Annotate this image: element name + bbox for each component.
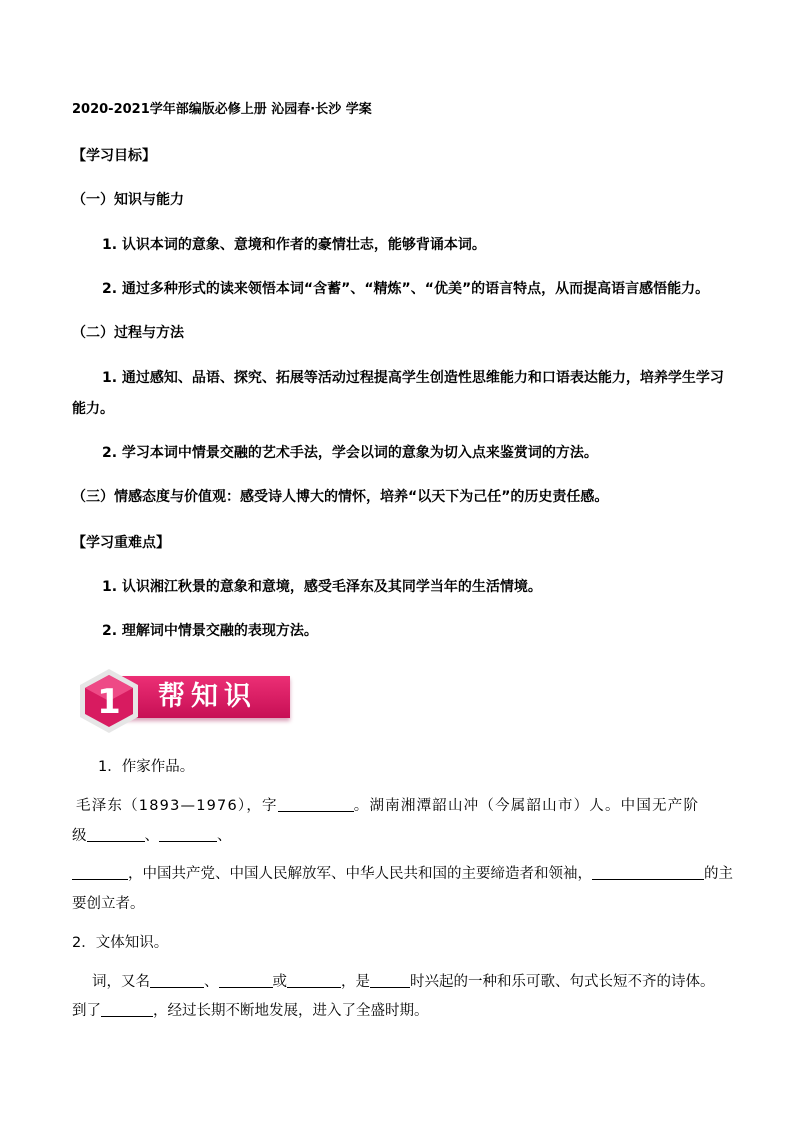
q1-text-e: 、 [217,828,232,844]
blank-field[interactable] [592,865,704,880]
q2-text-g: ，经过长期不断地发展，进入了全盛时期。 [153,1003,429,1019]
section-emotion-values: （三）情感态度与价值观：感受诗人博大的情怀，培养“以天下为己任”的历史责任感。 [72,489,609,505]
hexagon-badge-icon [76,668,142,734]
blank-field[interactable] [159,827,217,842]
keypoints-heading: 【学习重难点】 [72,535,170,551]
section-banner [76,668,292,732]
q2-text-a: 词，又名 [92,974,150,990]
blank-field[interactable] [72,865,128,880]
q1-text-f: ，中国共产党、中国人民解放军、中华人民共和国的主要缔造者和领袖， [128,866,592,882]
keypoint-item-2: 2. 理解词中情景交融的表现方法。 [102,623,318,639]
q2-text-e: 时兴起的一种和乐可歌、句式长短不齐的诗体。 [410,974,715,990]
q2-line-1 [92,972,715,992]
goal-item-1-2: 2. 通过多种形式的读来领悟本词“含蓄”、“精炼”、“优美”的语言特点，从而提高语言感悟能力。 [102,281,710,297]
q2-text-f: 到了 [72,1003,101,1019]
goal-item-1-1: 1. 认识本词的意象、意境和作者的豪情壮志，能够背诵本词。 [102,237,486,253]
document-title: 2020-2021学年部编版必修上册 沁园春·长沙 学案 [72,102,372,117]
q1-text-b: 。湖南湘潭韶山冲（今属韶山市）人。中国无产阶 [353,798,700,814]
section-process-method: （二）过程与方法 [72,325,184,341]
banner-text: 帮知识 [158,681,257,712]
blank-field[interactable] [287,973,341,988]
blank-field[interactable] [278,797,354,812]
q1-line-4: 要创立者。 [72,896,145,912]
q2-text-b: 、 [204,974,219,990]
goal-item-2-1: 1. 通过感知、品语、探究、拓展等活动过程提高学生创造性思维能力和口语表达能力，培养学生学习 [102,370,724,386]
q2-line-2 [72,1001,429,1021]
q1-text-g: 的主 [704,866,733,882]
q1-text-c: 级 [72,828,87,844]
keypoint-item-1: 1. 认识湘江秋景的意象和意境，感受毛泽东及其同学当年的生活情境。 [102,579,542,595]
blank-field[interactable] [87,827,145,842]
q1-title: 1．作家作品。 [98,759,195,775]
section-knowledge-ability: （一）知识与能力 [72,192,184,208]
q1-text-d: 、 [144,828,159,844]
goal-item-2-2: 2. 学习本词中情景交融的艺术手法，学会以词的意象为切入点来鉴赏词的方法。 [102,445,598,461]
blank-field[interactable] [101,1002,153,1017]
q1-line-1 [76,796,699,816]
blank-field[interactable] [370,973,410,988]
banner-number: 1 [97,682,121,722]
q1-line-3 [72,864,733,884]
q1-text-a: 毛泽东（1893—1976），字 [76,798,278,814]
q2-text-c: 或 [272,974,287,990]
q1-line-2 [72,826,232,846]
q2-text-d: ，是 [341,974,370,990]
blank-field[interactable] [150,973,204,988]
goals-heading: 【学习目标】 [72,148,156,164]
blank-field[interactable] [219,973,273,988]
goal-item-2-1-cont: 能力。 [72,401,114,417]
q2-title: 2．文体知识。 [72,935,169,951]
